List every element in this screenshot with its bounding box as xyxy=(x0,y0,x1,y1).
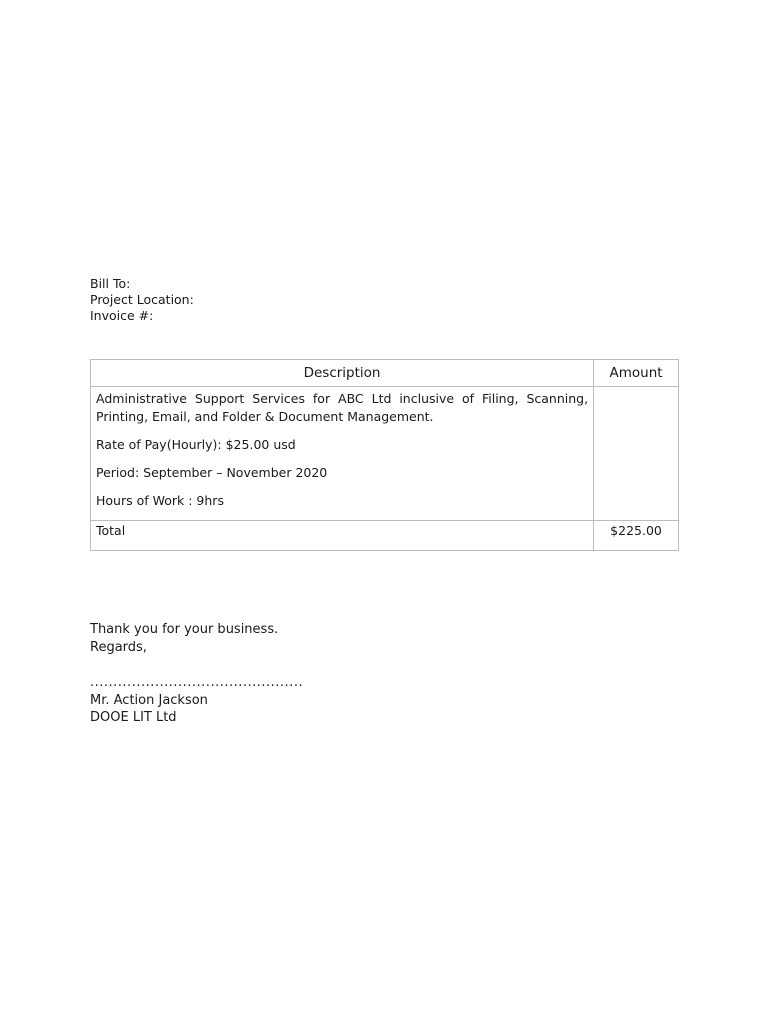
total-amount: $225.00 xyxy=(594,521,679,551)
total-row xyxy=(91,521,679,551)
company-name: DOOE LIT Ltd xyxy=(90,710,177,725)
billing-info xyxy=(90,276,194,324)
project-location-label: Project Location: xyxy=(90,292,194,307)
item-rate: Rate of Pay(Hourly): $25.00 usd xyxy=(96,437,296,452)
description-header: Description xyxy=(91,360,594,387)
regards-text: Regards, xyxy=(90,639,147,655)
total-label: Total xyxy=(91,521,594,551)
item-period: Period: September – November 2020 xyxy=(96,465,328,480)
item-hours: Hours of Work : 9hrs xyxy=(96,493,224,508)
invoice-number-label: Invoice #: xyxy=(90,308,154,323)
closing-block xyxy=(90,621,303,727)
thank-you-text: Thank you for your business. xyxy=(90,622,279,637)
table-row xyxy=(91,387,679,521)
item-amount-cell xyxy=(594,387,679,521)
item-description: Administrative Support Services for ABC Ltd inclusive of Filing, Scanning, Printing, Email, and Folder & Document Management. xyxy=(96,391,589,424)
item-description-cell xyxy=(91,387,594,521)
bill-to-label: Bill To: xyxy=(90,276,131,291)
table-header-row xyxy=(91,360,679,387)
signature-line: .............................................. xyxy=(90,675,304,690)
signatory-name: Mr. Action Jackson xyxy=(90,692,208,708)
invoice-table xyxy=(90,359,679,551)
amount-header: Amount xyxy=(594,360,679,387)
